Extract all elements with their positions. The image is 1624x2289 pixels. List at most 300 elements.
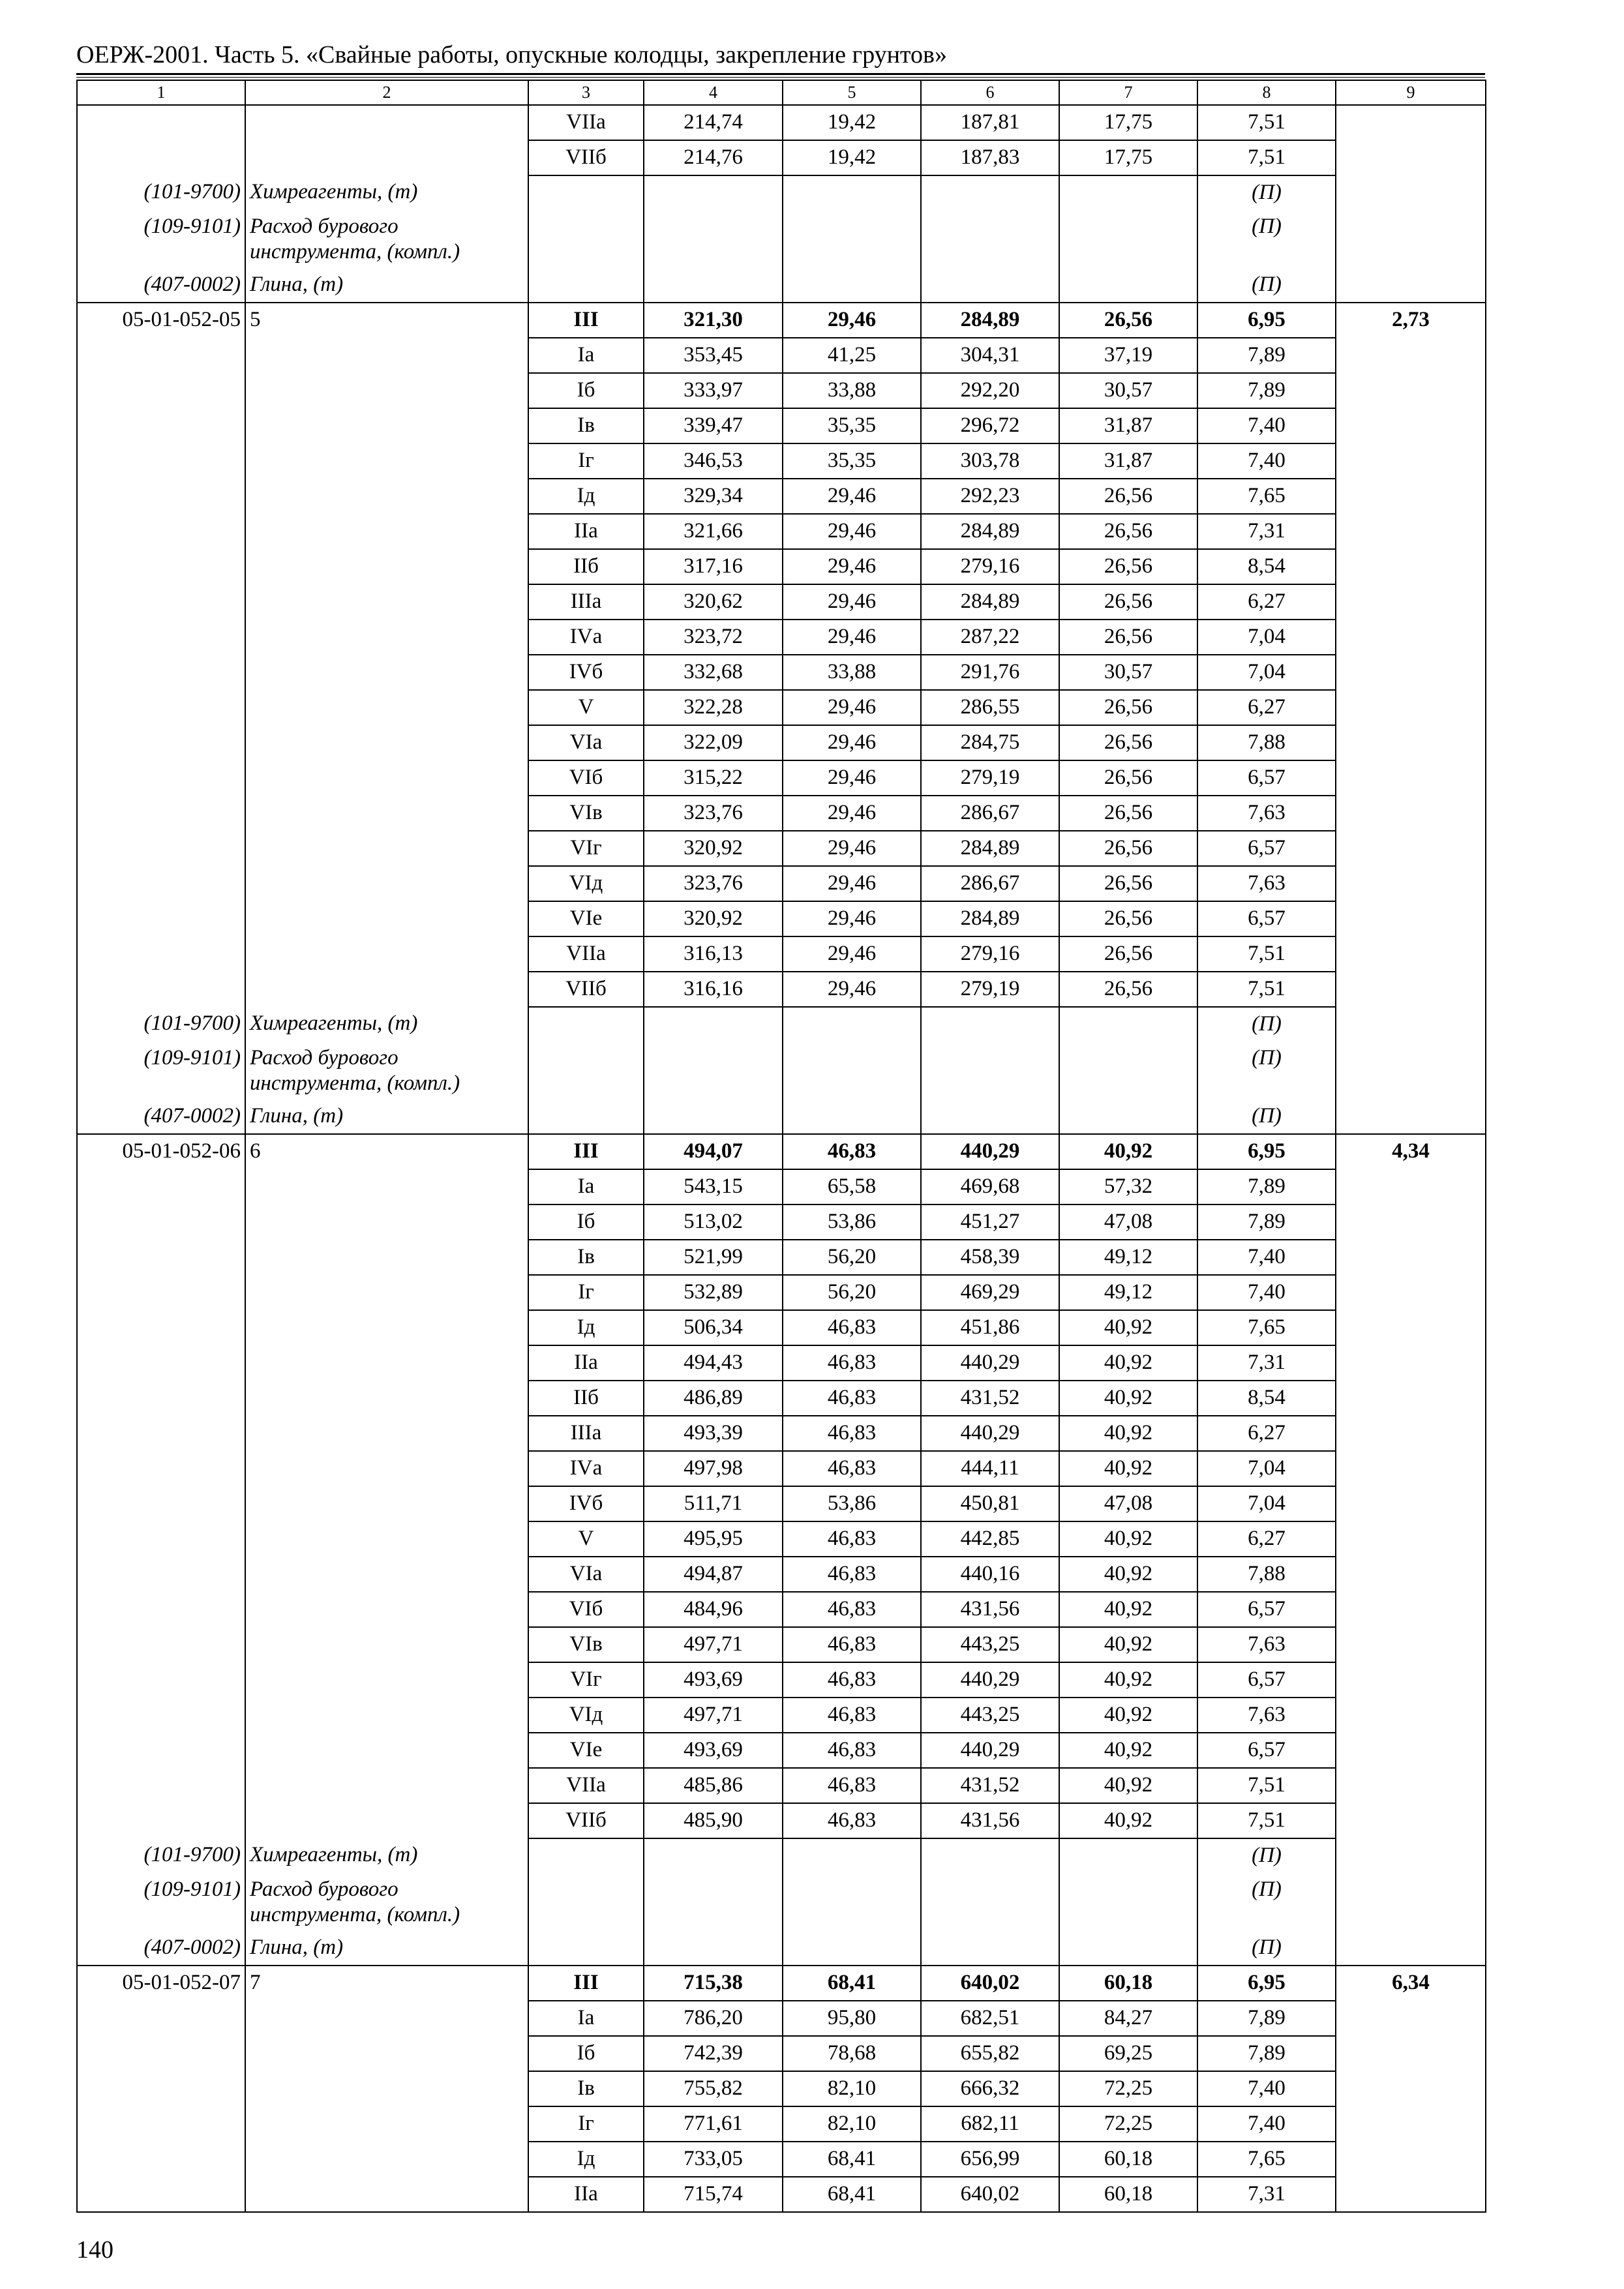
machine-costs: 431,56 [921, 1592, 1059, 1627]
rate-code [77, 1557, 245, 1592]
resource-code: (101-9700) [77, 175, 245, 210]
labor-wages: 82,10 [783, 2106, 921, 2142]
soil-category: IIа [528, 2177, 644, 2212]
soil-category: Iа [528, 338, 644, 373]
table-row [77, 1803, 1486, 1838]
page-header-title: ОЕРЖ-2001. Часть 5. «Свайные работы, опускные колодцы, закрепление грунтов» [76, 41, 947, 68]
machinist-wages: 69,25 [1059, 2036, 1197, 2071]
machine-costs: 440,29 [921, 1416, 1059, 1451]
labor-wages [783, 175, 921, 210]
direct-costs: 493,69 [644, 1662, 783, 1698]
machine-costs: 279,16 [921, 549, 1059, 584]
labor-wages: 46,83 [783, 1627, 921, 1662]
soil-category [528, 210, 644, 268]
material-costs: 7,04 [1197, 620, 1336, 655]
rate-code [77, 443, 245, 479]
direct-costs: 715,38 [644, 1966, 783, 2001]
resource-row [77, 1873, 1486, 1931]
machine-costs: 287,22 [921, 620, 1059, 655]
machinist-wages [1059, 1931, 1197, 1966]
labor-hours [1336, 972, 1486, 1007]
labor-hours [1336, 831, 1486, 866]
direct-costs [644, 1041, 783, 1100]
material-price-note: (П) [1197, 1873, 1336, 1931]
rate-name [245, 620, 528, 655]
material-costs: 7,51 [1197, 936, 1336, 972]
machine-costs [921, 1041, 1059, 1100]
rate-name [245, 373, 528, 408]
rate-name: 6 [245, 1134, 528, 1169]
machine-costs [921, 210, 1059, 268]
labor-hours [1336, 549, 1486, 584]
labor-wages: 78,68 [783, 2036, 921, 2071]
resource-code: (101-9700) [77, 1007, 245, 1041]
direct-costs: 485,86 [644, 1768, 783, 1803]
machinist-wages: 49,12 [1059, 1240, 1197, 1275]
soil-category: IVб [528, 655, 644, 690]
machine-costs: 292,20 [921, 373, 1059, 408]
table-row [77, 1733, 1486, 1768]
labor-wages: 46,83 [783, 1733, 921, 1768]
resource-name: Расход бурового инструмента, (компл.) [245, 1041, 528, 1100]
machine-costs: 286,67 [921, 866, 1059, 901]
table-row [77, 549, 1486, 584]
labor-hours [1336, 1041, 1486, 1100]
rate-name [245, 514, 528, 549]
soil-category: IVа [528, 1451, 644, 1486]
machine-costs: 279,16 [921, 936, 1059, 972]
machinist-wages: 40,92 [1059, 1521, 1197, 1557]
soil-category: IVа [528, 620, 644, 655]
labor-hours [1336, 2177, 1486, 2212]
material-costs: 7,88 [1197, 1557, 1336, 1592]
rate-name [245, 2142, 528, 2177]
labor-wages: 33,88 [783, 373, 921, 408]
labor-wages: 46,83 [783, 1381, 921, 1416]
machinist-wages: 40,92 [1059, 1803, 1197, 1838]
labor-wages: 56,20 [783, 1275, 921, 1310]
rate-name [245, 1768, 528, 1803]
table-row [77, 1662, 1486, 1698]
material-price-note: (П) [1197, 175, 1336, 210]
direct-costs: 497,71 [644, 1698, 783, 1733]
labor-hours [1336, 373, 1486, 408]
machine-costs: 666,32 [921, 2071, 1059, 2106]
soil-category: III [528, 1134, 644, 1169]
table-row [77, 514, 1486, 549]
material-costs: 6,27 [1197, 690, 1336, 725]
labor-hours [1336, 1169, 1486, 1204]
direct-costs: 339,47 [644, 408, 783, 443]
table-row [77, 1698, 1486, 1733]
direct-costs: 323,76 [644, 866, 783, 901]
labor-hours [1336, 760, 1486, 796]
direct-costs: 543,15 [644, 1169, 783, 1204]
resource-code: (109-9101) [77, 210, 245, 268]
rate-name [245, 584, 528, 620]
table-row [77, 2071, 1486, 2106]
machinist-wages [1059, 1007, 1197, 1041]
direct-costs: 316,16 [644, 972, 783, 1007]
machinist-wages: 47,08 [1059, 1204, 1197, 1240]
material-costs: 7,63 [1197, 796, 1336, 831]
rate-name [245, 1381, 528, 1416]
rate-code [77, 760, 245, 796]
labor-hours [1336, 1381, 1486, 1416]
material-costs: 7,89 [1197, 373, 1336, 408]
material-costs: 6,27 [1197, 1521, 1336, 1557]
machinist-wages: 40,92 [1059, 1134, 1197, 1169]
material-costs: 8,54 [1197, 1381, 1336, 1416]
direct-costs: 484,96 [644, 1592, 783, 1627]
table-row [77, 2106, 1486, 2142]
machinist-wages: 26,56 [1059, 725, 1197, 760]
rate-code [77, 1521, 245, 1557]
labor-hours [1336, 408, 1486, 443]
soil-category: Iд [528, 479, 644, 514]
material-costs: 7,04 [1197, 1486, 1336, 1521]
resource-row [77, 1838, 1486, 1873]
rate-name [245, 1451, 528, 1486]
rate-name [245, 831, 528, 866]
labor-hours [1336, 1557, 1486, 1592]
labor-wages [783, 210, 921, 268]
material-costs: 8,54 [1197, 549, 1336, 584]
material-costs: 7,40 [1197, 1275, 1336, 1310]
direct-costs [644, 1100, 783, 1134]
rate-name [245, 2071, 528, 2106]
labor-hours [1336, 1100, 1486, 1134]
material-costs: 7,40 [1197, 443, 1336, 479]
machine-costs: 440,29 [921, 1345, 1059, 1381]
labor-hours [1336, 901, 1486, 936]
table-row [77, 831, 1486, 866]
direct-costs [644, 1007, 783, 1041]
labor-wages: 29,46 [783, 690, 921, 725]
direct-costs [644, 268, 783, 303]
direct-costs: 320,92 [644, 831, 783, 866]
machinist-wages: 40,92 [1059, 1768, 1197, 1803]
machinist-wages: 40,92 [1059, 1345, 1197, 1381]
rate-code [77, 1768, 245, 1803]
soil-category [528, 175, 644, 210]
labor-hours [1336, 2001, 1486, 2036]
rate-name [245, 972, 528, 1007]
labor-wages: 46,83 [783, 1557, 921, 1592]
machine-costs [921, 1007, 1059, 1041]
direct-costs: 733,05 [644, 2142, 783, 2177]
direct-costs: 316,13 [644, 936, 783, 972]
machine-costs: 451,27 [921, 1204, 1059, 1240]
labor-hours [1336, 2036, 1486, 2071]
machine-costs: 640,02 [921, 2177, 1059, 2212]
machinist-wages: 40,92 [1059, 1662, 1197, 1698]
labor-hours [1336, 796, 1486, 831]
machine-costs: 431,52 [921, 1381, 1059, 1416]
machinist-wages: 60,18 [1059, 1966, 1197, 2001]
col-header-7: 7 [1059, 80, 1197, 105]
soil-category: Iд [528, 1310, 644, 1345]
rate-code: 05-01-052-07 [77, 1966, 245, 2001]
soil-category: VIIа [528, 936, 644, 972]
direct-costs: 786,20 [644, 2001, 783, 2036]
machinist-wages: 60,18 [1059, 2142, 1197, 2177]
labor-wages [783, 1041, 921, 1100]
table-row [77, 443, 1486, 479]
rate-name [245, 338, 528, 373]
labor-hours [1336, 1345, 1486, 1381]
table-row [77, 725, 1486, 760]
table-row [77, 584, 1486, 620]
resource-row [77, 1100, 1486, 1134]
direct-costs: 755,82 [644, 2071, 783, 2106]
rate-code [77, 514, 245, 549]
rate-code [77, 1698, 245, 1733]
resource-code: (407-0002) [77, 268, 245, 303]
material-costs: 7,63 [1197, 866, 1336, 901]
table-row [77, 796, 1486, 831]
table-row [77, 2177, 1486, 2212]
rate-code [77, 972, 245, 1007]
rate-code [77, 408, 245, 443]
labor-wages: 46,83 [783, 1592, 921, 1627]
labor-hours [1336, 655, 1486, 690]
direct-costs: 317,16 [644, 549, 783, 584]
labor-wages: 29,46 [783, 620, 921, 655]
rate-name [245, 1803, 528, 1838]
material-price-note: (П) [1197, 1041, 1336, 1100]
soil-category: IIIа [528, 1416, 644, 1451]
resource-row [77, 1007, 1486, 1041]
labor-wages: 29,46 [783, 972, 921, 1007]
rate-code [77, 1486, 245, 1521]
machinist-wages: 72,25 [1059, 2071, 1197, 2106]
soil-category: VIе [528, 1733, 644, 1768]
soil-category: Iа [528, 1169, 644, 1204]
resource-code: (101-9700) [77, 1838, 245, 1873]
soil-category: Iг [528, 2106, 644, 2142]
machinist-wages: 37,19 [1059, 338, 1197, 373]
rate-name [245, 725, 528, 760]
machinist-wages: 40,92 [1059, 1416, 1197, 1451]
rate-code [77, 690, 245, 725]
machine-costs [921, 268, 1059, 303]
table-row [77, 1521, 1486, 1557]
col-header-2: 2 [245, 80, 528, 105]
labor-wages: 29,46 [783, 549, 921, 584]
soil-category: Iг [528, 443, 644, 479]
resource-row [77, 268, 1486, 303]
labor-hours: 2,73 [1336, 303, 1486, 338]
labor-hours [1336, 1768, 1486, 1803]
soil-category: VIб [528, 760, 644, 796]
labor-wages: 41,25 [783, 338, 921, 373]
table-row [77, 620, 1486, 655]
machinist-wages: 26,56 [1059, 866, 1197, 901]
direct-costs: 497,98 [644, 1451, 783, 1486]
machinist-wages: 17,75 [1059, 105, 1197, 140]
soil-category [528, 1007, 644, 1041]
material-costs: 6,57 [1197, 831, 1336, 866]
soil-category [528, 1931, 644, 1966]
table-row [77, 408, 1486, 443]
machinist-wages: 30,57 [1059, 373, 1197, 408]
machinist-wages: 84,27 [1059, 2001, 1197, 2036]
labor-wages [783, 1838, 921, 1873]
rate-name [245, 1275, 528, 1310]
table-row [77, 2036, 1486, 2071]
machinist-wages: 40,92 [1059, 1557, 1197, 1592]
material-costs: 7,65 [1197, 1310, 1336, 1345]
labor-hours [1336, 1521, 1486, 1557]
labor-wages: 46,83 [783, 1768, 921, 1803]
labor-wages [783, 1007, 921, 1041]
machine-costs: 682,51 [921, 2001, 1059, 2036]
machinist-wages: 57,32 [1059, 1169, 1197, 1204]
labor-hours [1336, 268, 1486, 303]
rate-code [77, 549, 245, 584]
soil-category: VIб [528, 1592, 644, 1627]
labor-wages [783, 1931, 921, 1966]
machinist-wages: 26,56 [1059, 549, 1197, 584]
labor-wages: 68,41 [783, 2177, 921, 2212]
material-costs: 7,51 [1197, 1768, 1336, 1803]
table-row [77, 1381, 1486, 1416]
direct-costs: 321,30 [644, 303, 783, 338]
table-row [77, 866, 1486, 901]
resource-row [77, 1041, 1486, 1100]
rate-code [77, 373, 245, 408]
direct-costs: 493,69 [644, 1733, 783, 1768]
rate-name: 7 [245, 1966, 528, 2001]
rate-code [77, 584, 245, 620]
soil-category: VIв [528, 796, 644, 831]
machine-costs: 279,19 [921, 760, 1059, 796]
material-costs: 7,63 [1197, 1698, 1336, 1733]
machinist-wages: 26,56 [1059, 796, 1197, 831]
machine-costs: 469,29 [921, 1275, 1059, 1310]
material-costs: 7,40 [1197, 1240, 1336, 1275]
rate-code [77, 338, 245, 373]
soil-category: Iб [528, 373, 644, 408]
table-row [77, 690, 1486, 725]
rate-code [77, 105, 245, 140]
labor-hours [1336, 1698, 1486, 1733]
direct-costs: 486,89 [644, 1381, 783, 1416]
machinist-wages: 72,25 [1059, 2106, 1197, 2142]
soil-category: V [528, 690, 644, 725]
machinist-wages: 26,56 [1059, 303, 1197, 338]
labor-wages: 29,46 [783, 303, 921, 338]
labor-wages: 29,46 [783, 936, 921, 972]
resource-name: Расход бурового инструмента, (компл.) [245, 1873, 528, 1931]
page-number: 140 [76, 2236, 113, 2264]
material-costs: 7,31 [1197, 2177, 1336, 2212]
header-rule [76, 73, 1485, 75]
labor-wages: 19,42 [783, 140, 921, 175]
labor-wages: 29,46 [783, 760, 921, 796]
machine-costs: 291,76 [921, 655, 1059, 690]
material-price-note: (П) [1197, 1931, 1336, 1966]
machinist-wages: 40,92 [1059, 1698, 1197, 1733]
table-row [77, 1416, 1486, 1451]
material-costs: 7,51 [1197, 105, 1336, 140]
direct-costs: 346,53 [644, 443, 783, 479]
machine-costs: 431,56 [921, 1803, 1059, 1838]
table-row [77, 2001, 1486, 2036]
direct-costs: 323,72 [644, 620, 783, 655]
rate-code [77, 2142, 245, 2177]
labor-wages: 46,83 [783, 1662, 921, 1698]
machinist-wages: 26,56 [1059, 690, 1197, 725]
material-costs: 7,89 [1197, 2001, 1336, 2036]
rate-name [245, 105, 528, 140]
labor-wages: 46,83 [783, 1310, 921, 1345]
soil-category: IIб [528, 1381, 644, 1416]
soil-category: III [528, 303, 644, 338]
machine-costs: 284,89 [921, 303, 1059, 338]
rate-name [245, 408, 528, 443]
material-costs: 6,27 [1197, 1416, 1336, 1451]
table-row [77, 1768, 1486, 1803]
labor-hours [1336, 1873, 1486, 1931]
labor-hours [1336, 1803, 1486, 1838]
material-costs: 6,57 [1197, 760, 1336, 796]
direct-costs: 214,76 [644, 140, 783, 175]
table-row [77, 1592, 1486, 1627]
labor-hours: 6,34 [1336, 1966, 1486, 2001]
table-row [77, 936, 1486, 972]
labor-hours [1336, 140, 1486, 175]
machinist-wages: 31,87 [1059, 408, 1197, 443]
direct-costs: 321,66 [644, 514, 783, 549]
machine-costs: 443,25 [921, 1698, 1059, 1733]
labor-hours [1336, 1931, 1486, 1966]
machinist-wages: 26,56 [1059, 972, 1197, 1007]
col-header-4: 4 [644, 80, 783, 105]
soil-category: Iб [528, 1204, 644, 1240]
direct-costs [644, 1838, 783, 1873]
rate-code [77, 1240, 245, 1275]
rate-code [77, 2001, 245, 2036]
material-costs: 7,63 [1197, 1627, 1336, 1662]
labor-wages: 46,83 [783, 1451, 921, 1486]
material-costs: 6,95 [1197, 1966, 1336, 2001]
table-row [77, 1134, 1486, 1169]
machine-costs: 682,11 [921, 2106, 1059, 2142]
labor-wages: 35,35 [783, 408, 921, 443]
rate-name [245, 479, 528, 514]
rate-code [77, 620, 245, 655]
direct-costs: 494,87 [644, 1557, 783, 1592]
machinist-wages: 40,92 [1059, 1310, 1197, 1345]
soil-category: VIд [528, 1698, 644, 1733]
table-row [77, 1486, 1486, 1521]
machinist-wages: 40,92 [1059, 1627, 1197, 1662]
material-costs: 7,04 [1197, 1451, 1336, 1486]
rate-code [77, 1592, 245, 1627]
rate-code [77, 1803, 245, 1838]
labor-wages: 29,46 [783, 514, 921, 549]
resource-row [77, 210, 1486, 268]
machinist-wages [1059, 1100, 1197, 1134]
machine-costs: 284,89 [921, 584, 1059, 620]
col-header-8: 8 [1197, 80, 1336, 105]
labor-hours [1336, 1451, 1486, 1486]
rate-name [245, 443, 528, 479]
material-costs: 7,31 [1197, 514, 1336, 549]
labor-wages [783, 1873, 921, 1931]
